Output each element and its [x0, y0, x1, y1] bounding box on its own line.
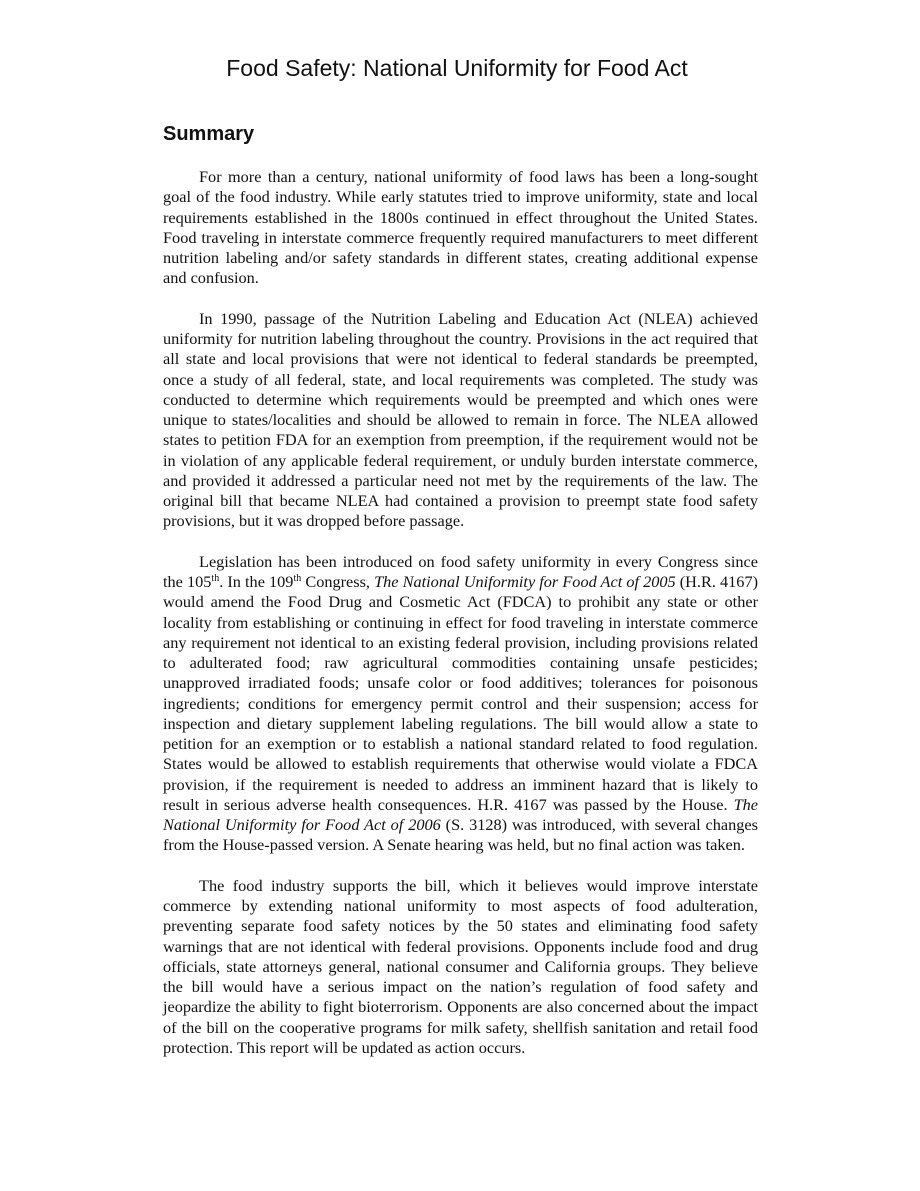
paragraph-3-text-1: Legislation has been introduced on food safety uniformity in every Congress since the 105 [163, 551, 758, 591]
paragraph-1: For more than a century, national uniformity of food laws has been a long-sought goal of the food industry. While early statutes tried to improve uniformity, state and local requirements established in the 1800s continued in effect throughout the United States. Food traveling in interstate commerce frequently required manufacturers to meet different nutrition labeling and/or safety standards in different states, creating additional expense and confusion. [163, 167, 758, 288]
paragraph-2: In 1990, passage of the Nutrition Labeling and Education Act (NLEA) achieved uniformity for nutrition labeling throughout the country. Provisions in the act required that all state and local provisions that were not identical to federal standards be preempted, once a study of all federal, state, and local requirements was completed. The study was conducted to determine which requirements would be preempted and which ones were unique to states/localities and should be allowed to remain in force. The NLEA allowed states to petition FDA for an exemption from preemption, if the requirement would not be in violation of any applicable federal requirement, or unduly burden interstate commerce, and provided it addressed a particular need not met by the requirements of the law. The original bill that became NLEA had contained a provision to preempt state food safety provisions, but it was dropped before passage. [163, 308, 758, 531]
ordinal-suffix: th [293, 573, 302, 584]
document-title: Food Safety: National Uniformity for Food Act [226, 55, 688, 81]
bill-title-2006: The National Uniformity for Food Act of 2006 [163, 794, 758, 834]
ordinal-suffix: th [211, 573, 220, 584]
paragraph-4: The food industry supports the bill, which it believes would improve interstate commerce by extending national uniformity to most aspects of food adulteration, preventing separate food safety notices by the 50 states and eliminating food safety warnings that are not identical with federal provisions. Opponents include food and drug officials, state attorneys general, national consumer and California groups. They believe the bill would have a serious impact on the nation’s regulation of food safety and jeopardize the ability to fight bioterrorism. Opponents are also concerned about the impact of the bill on the cooperative programs for milk safety, shellfish sanitation and retail food protection. This report will be updated as action occurs. [163, 875, 758, 1057]
paragraph-3-text-2: . In the 109 [219, 572, 294, 591]
bill-title-2005: The National Uniformity for Food Act of 2005 [374, 572, 676, 591]
paragraph-3-text-5: (S. 3128) was introduced, with several changes from the House-passed version. A Senate hearing was held, but no final action was taken. [163, 815, 758, 855]
paragraph-3-text-4: (H.R. 4167) would amend the Food Drug and Cosmetic Act (FDCA) to prohibit any state or other locality from establishing or continuing in effect for food traveling in interstate commerce any requirement not identical to an existing federal provision, including provisions related to adulterated food; raw agricultural commodities containing unsafe pesticides; unapproved irradiated foods; unsafe color or food additives; tolerances for poisonous ingredients; conditions for emergency permit control and their suspension; access for inspection and dietary supplement labeling regulations. The bill would allow a state to petition for an exemption or to establish a national standard related to food regulation. States would be allowed to establish requirements that otherwise would violate a FDCA provision, if the requirement is needed to address an imminent hazard that is likely to result in serious adverse health consequences. H.R. 4167 was passed by the House. [163, 572, 759, 814]
paragraph-3 [163, 552, 758, 856]
paragraph-3-text-3: Congress, [301, 572, 375, 591]
section-heading-summary: Summary [163, 123, 255, 145]
summary-body [163, 167, 758, 1058]
